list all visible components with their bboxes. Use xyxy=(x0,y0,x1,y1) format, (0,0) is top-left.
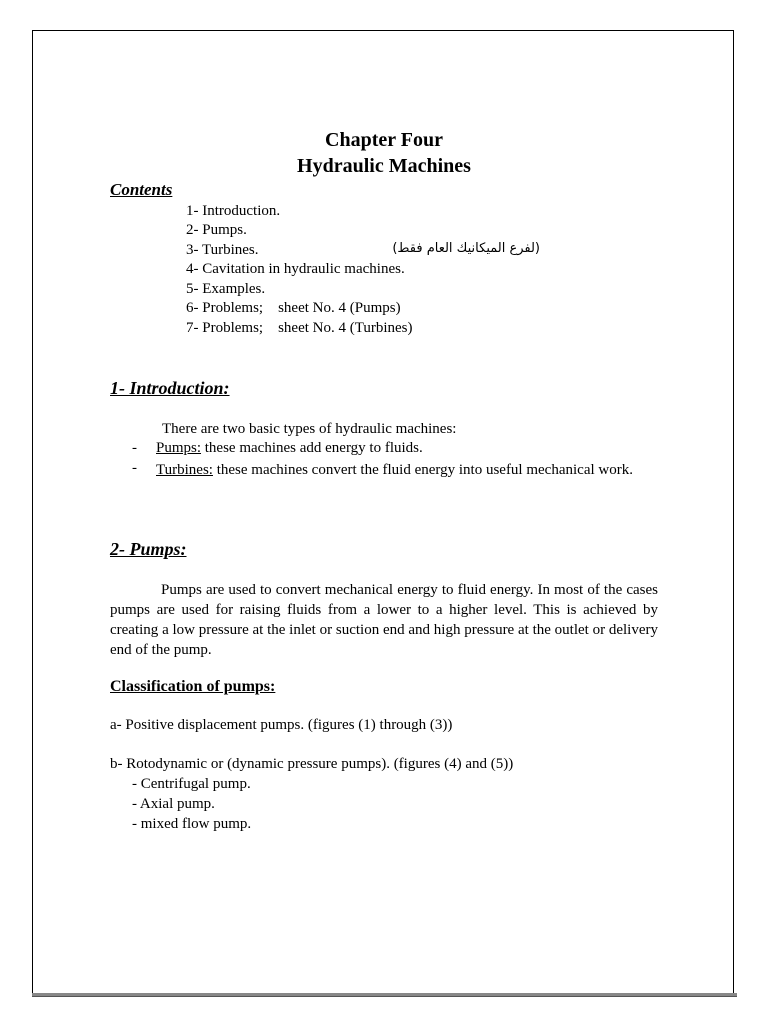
turbines-arabic-note: (لفرع الميكانيك العام فقط) xyxy=(392,241,540,256)
contents-item-1: 1- Introduction. xyxy=(186,203,281,219)
pumps-heading: 2- Pumps: xyxy=(110,539,187,559)
chapter-title: Hydraulic Machines xyxy=(297,155,471,177)
classification-a: a- Positive displacement pumps. (figures (1) through (3)) xyxy=(110,717,453,733)
contents-item-2: 2- Pumps. xyxy=(186,222,247,238)
bottom-rule xyxy=(32,993,737,997)
classification-heading: Classification of pumps: xyxy=(110,678,276,695)
classification-b: b- Rotodynamic or (dynamic pressure pumps). (figures (4) and (5)) xyxy=(110,756,514,772)
contents-item-5: 5- Examples. xyxy=(186,281,266,297)
pumps-definition xyxy=(156,440,423,457)
contents-item-6: 6- Problems; sheet No. 4 (Pumps) xyxy=(186,300,401,316)
pumps-text: these machines add energy to fluids. xyxy=(201,440,423,456)
contents-heading: Contents xyxy=(110,180,173,199)
chapter-number: Chapter Four xyxy=(325,129,443,151)
turbines-label: Turbines: xyxy=(156,462,213,478)
introduction-heading: 1- Introduction: xyxy=(110,378,230,398)
pump-type-axial: - Axial pump. xyxy=(132,796,215,812)
pumps-paragraph: Pumps are used to convert mechanical energy to fluid energy. In most of the cases pumps are used for raising fluids from a lower to a higher level. This is achieved by creating a low pressure at the inlet or suction end and high pressure at the outlet or delivery end of the pump. xyxy=(110,582,658,658)
bullet-dash-pumps: - xyxy=(132,440,137,456)
pumps-label: Pumps: xyxy=(156,440,202,456)
bullet-dash-turbines: - xyxy=(132,460,137,476)
turbines-definition xyxy=(156,460,658,480)
contents-item-4: 4- Cavitation in hydraulic machines. xyxy=(186,261,405,277)
contents-item-7: 7- Problems; sheet No. 4 (Turbines) xyxy=(186,320,413,336)
pump-type-centrifugal: - Centrifugal pump. xyxy=(132,776,251,792)
pump-type-mixed-flow: - mixed flow pump. xyxy=(132,816,252,832)
introduction-lead: There are two basic types of hydraulic machines: xyxy=(162,421,457,437)
turbines-text: these machines convert the fluid energy into useful mechanical work. xyxy=(212,462,633,478)
contents-item-3: 3- Turbines. xyxy=(186,242,259,258)
